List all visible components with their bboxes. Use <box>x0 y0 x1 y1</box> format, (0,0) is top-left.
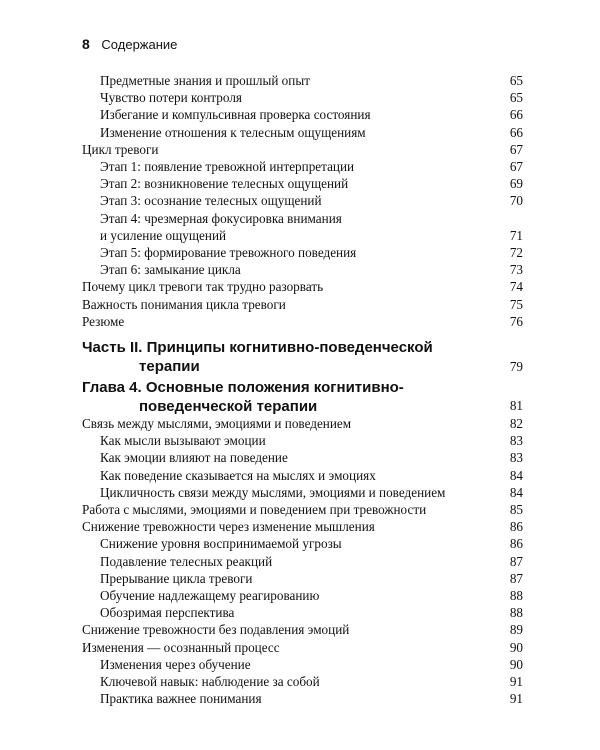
chapter-heading-line2: поведенческой терапии <box>139 398 318 415</box>
toc-entry: Этап 3: осознание телесных ощущений <box>100 193 322 209</box>
toc-entry-page: 89 <box>509 622 523 638</box>
toc-entry: Изменения — осознанный процесс <box>82 639 280 655</box>
toc-entry-page: 90 <box>509 639 523 655</box>
toc-entry-page: 71 <box>509 227 523 243</box>
toc-entry: Обучение надлежащему реагированию <box>100 588 320 603</box>
toc-entry-page: 83 <box>509 450 523 466</box>
toc-entry-page: 88 <box>509 605 523 621</box>
toc-entry-page: 84 <box>509 467 523 483</box>
toc-entry: Практика важнее понимания <box>100 691 262 707</box>
part-heading-line1: Часть II. Принципы когнитивно-поведенческой <box>82 339 433 356</box>
toc-entry-page: 75 <box>509 296 523 312</box>
toc-entry: Предметные знания и прошлый опыт <box>100 73 310 88</box>
toc-entry: Как поведение сказывается на мыслях и эмоциях <box>100 467 376 483</box>
toc-entry: Ключевой навык: наблюдение за собой <box>100 674 320 689</box>
toc-entry-page: 67 <box>509 159 523 174</box>
toc-entry: Цикл тревоги <box>82 141 159 157</box>
chapter-heading-line1: Глава 4. Основные положения когнитивно- <box>82 379 404 396</box>
toc-entry-page: 88 <box>509 588 523 603</box>
toc-entry: Изменения через обучение <box>100 656 251 672</box>
toc-entry: Почему цикл тревоги так трудно разорвать <box>82 279 324 295</box>
toc-entry: Этап 1: появление тревожной интерпретации <box>100 159 355 174</box>
toc-entry: Обозримая перспектива <box>100 605 235 621</box>
chapter-heading <box>82 378 404 416</box>
toc-entry: Цикличность связи между мыслями, эмоциями и поведением <box>100 484 446 500</box>
part-heading <box>82 338 433 376</box>
toc-entry-page: 86 <box>509 536 523 552</box>
toc-entry: Связь между мыслями, эмоциями и поведением <box>82 416 352 431</box>
page-header <box>82 36 177 52</box>
toc-entry: Снижение уровня воспринимаемой угрозы <box>100 536 342 552</box>
toc-entry-page: 65 <box>509 90 523 106</box>
toc-entry: Изменение отношения к телесным ощущениям <box>100 124 366 140</box>
toc-entry: Чувство потери контроля <box>100 90 242 106</box>
part-heading-page: 79 <box>509 359 523 374</box>
toc-entry: Прерывание цикла тревоги <box>100 570 253 586</box>
toc-entry: Как эмоции влияют на поведение <box>100 450 288 466</box>
toc-entry-page: 85 <box>509 502 523 517</box>
toc-entry-page: 90 <box>509 656 523 672</box>
running-title: Содержание <box>101 37 178 52</box>
part-heading-line2: терапии <box>139 358 200 375</box>
toc-entry: Снижение тревожности через изменение мышления <box>82 519 375 535</box>
toc-entry-page: 65 <box>509 73 523 88</box>
toc-entry: Этап 4: чрезмерная фокусировка внимания <box>100 210 342 226</box>
toc-entry-page: 83 <box>509 433 523 449</box>
toc-entry-page: 84 <box>509 484 523 500</box>
chapter-heading-page: 81 <box>509 398 523 413</box>
toc-entry: Этап 6: замыкание цикла <box>100 262 241 278</box>
toc-entry-page: 66 <box>509 124 523 140</box>
page-number: 8 <box>82 36 90 52</box>
toc-entry: Подавление телесных реакций <box>100 553 273 569</box>
toc-entry-page: 82 <box>509 416 523 431</box>
toc-entry-page: 87 <box>509 553 523 569</box>
toc-entry-page: 87 <box>509 570 523 586</box>
toc-entry-page: 86 <box>509 519 523 535</box>
toc-entry-page: 91 <box>509 674 523 689</box>
toc-entry: Важность понимания цикла тревоги <box>82 296 286 312</box>
toc-entry: Этап 2: возникновение телесных ощущений <box>100 176 349 192</box>
toc-entry-page: 91 <box>509 691 523 707</box>
toc-entry-page: 72 <box>509 245 523 260</box>
toc-entry: Снижение тревожности без подавления эмоций <box>82 622 350 638</box>
toc-entry-page: 69 <box>509 176 523 192</box>
toc-entry: Избегание и компульсивная проверка состояния <box>100 107 371 123</box>
toc-entry: Резюме <box>82 313 125 329</box>
toc-entry-page: 70 <box>509 193 523 209</box>
toc-entry-page: 67 <box>509 141 523 157</box>
toc-entry-page: 66 <box>509 107 523 123</box>
toc-entry-page: 74 <box>509 279 523 295</box>
toc-entry: Этап 5: формирование тревожного поведения <box>100 245 357 260</box>
toc-entry-page: 73 <box>509 262 523 278</box>
toc-entry: Как мысли вызывают эмоции <box>100 433 266 449</box>
toc-entry-page: 76 <box>509 313 523 329</box>
toc-entry: Работа с мыслями, эмоциями и поведением при тревожности <box>82 502 427 517</box>
toc-entry: и усиление ощущений <box>100 227 227 243</box>
